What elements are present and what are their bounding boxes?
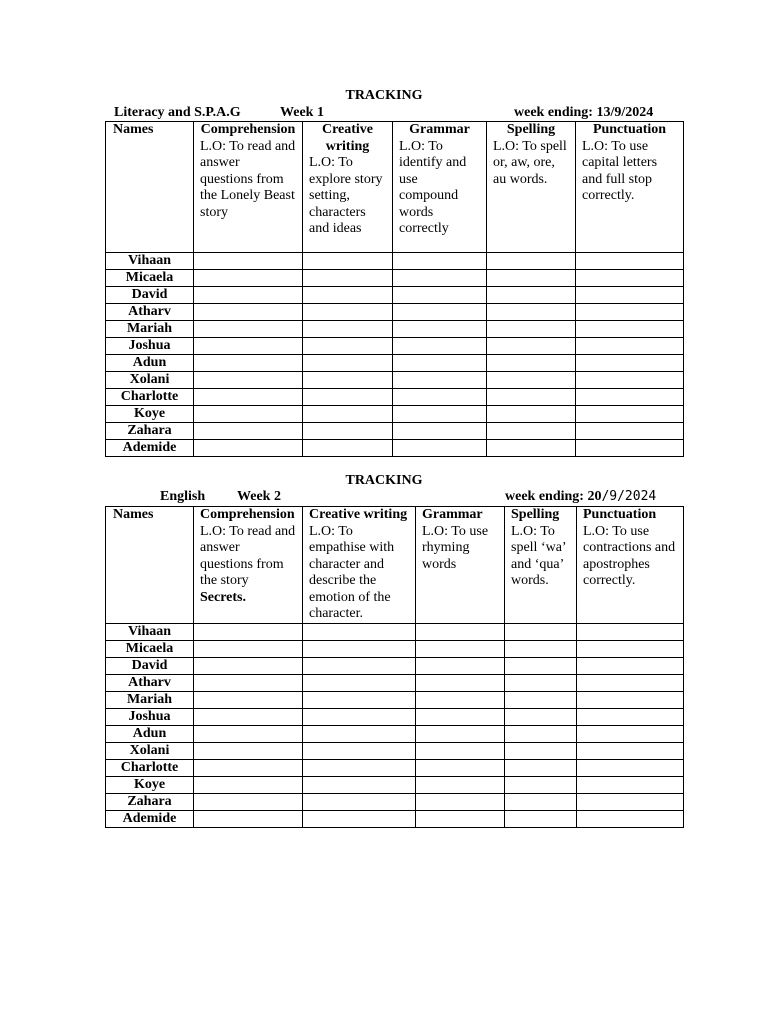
cell-spelling[interactable] — [487, 287, 576, 304]
cell-comprehension[interactable] — [194, 725, 303, 742]
student-name: Xolani — [106, 742, 194, 759]
cell-grammar[interactable] — [416, 759, 505, 776]
learning-objective: L.O: To empathise with character and describe the emotion of the character. — [309, 523, 395, 621]
cell-punctuation[interactable] — [576, 304, 684, 321]
cell-comprehension[interactable] — [194, 776, 303, 793]
cell-spelling[interactable] — [505, 759, 577, 776]
cell-creative-writing[interactable] — [303, 810, 416, 827]
table-row — [106, 321, 684, 338]
table-row — [106, 372, 684, 389]
cell-creative-writing[interactable] — [303, 406, 393, 423]
learning-objective: L.O: To use rhyming words — [422, 523, 489, 572]
cell-grammar[interactable] — [416, 793, 505, 810]
cell-comprehension[interactable] — [194, 759, 303, 776]
learning-objective: L.O: To identify and use compound words correctly — [399, 138, 467, 236]
column-header-spelling — [487, 122, 576, 253]
column-title: Comprehension — [200, 507, 295, 522]
cell-spelling[interactable] — [505, 810, 577, 827]
cell-creative-writing[interactable] — [303, 321, 393, 338]
student-name: Charlotte — [106, 759, 194, 776]
cell-spelling[interactable] — [505, 691, 577, 708]
week2-week-label: Week 2 — [237, 489, 281, 504]
table-row — [106, 287, 684, 304]
table-row — [106, 338, 684, 355]
student-name: Zahara — [106, 423, 194, 440]
cell-creative-writing[interactable] — [303, 270, 393, 287]
student-name: David — [106, 287, 194, 304]
student-name: Adun — [106, 355, 194, 372]
names-header: Names — [106, 507, 194, 624]
cell-spelling[interactable] — [505, 793, 577, 810]
cell-spelling[interactable] — [505, 725, 577, 742]
cell-punctuation[interactable] — [576, 321, 684, 338]
week1-title: TRACKING — [345, 88, 423, 103]
cell-spelling[interactable] — [505, 674, 577, 691]
cell-punctuation[interactable] — [577, 708, 684, 725]
cell-punctuation[interactable] — [576, 270, 684, 287]
cell-punctuation[interactable] — [576, 389, 684, 406]
column-header-creative-writing — [303, 122, 393, 253]
cell-comprehension[interactable] — [194, 270, 303, 287]
cell-spelling[interactable] — [487, 304, 576, 321]
week2-title: TRACKING — [345, 473, 423, 488]
cell-grammar[interactable] — [393, 270, 487, 287]
learning-objective — [200, 524, 296, 607]
table-row — [106, 708, 684, 725]
cell-grammar[interactable] — [416, 640, 505, 657]
cell-punctuation[interactable] — [577, 759, 684, 776]
learning-objective: L.O: To read and answer questions from the Lonely Beast story — [200, 138, 296, 220]
cell-creative-writing[interactable] — [303, 674, 416, 691]
cell-punctuation[interactable] — [577, 674, 684, 691]
story-title: Secrets. — [200, 589, 246, 605]
student-name: Koye — [106, 406, 194, 423]
cell-spelling[interactable] — [487, 355, 576, 372]
cell-comprehension[interactable] — [194, 253, 303, 270]
student-name: Mariah — [106, 321, 194, 338]
learning-objective: L.O: To use capital letters and full stop correctly. — [582, 138, 658, 203]
cell-creative-writing[interactable] — [303, 355, 393, 372]
cell-spelling[interactable] — [487, 270, 576, 287]
cell-comprehension[interactable] — [194, 623, 303, 640]
column-header-spelling — [505, 507, 577, 624]
cell-spelling[interactable] — [505, 640, 577, 657]
cell-creative-writing[interactable] — [303, 708, 416, 725]
cell-comprehension[interactable] — [194, 810, 303, 827]
cell-comprehension[interactable] — [194, 708, 303, 725]
cell-punctuation[interactable] — [577, 657, 684, 674]
cell-creative-writing[interactable] — [303, 338, 393, 355]
cell-grammar[interactable] — [393, 440, 487, 457]
table-row — [106, 253, 684, 270]
table-row — [106, 270, 684, 287]
names-header: Names — [106, 122, 194, 253]
student-name: Vihaan — [106, 253, 194, 270]
column-title: Comprehension — [200, 122, 296, 137]
student-name: Xolani — [106, 372, 194, 389]
cell-spelling[interactable] — [487, 389, 576, 406]
cell-creative-writing[interactable] — [303, 440, 393, 457]
column-title: Creative writing — [321, 122, 374, 154]
table-row — [106, 691, 684, 708]
week1-student-rows — [106, 253, 684, 457]
student-name: Micaela — [106, 640, 194, 657]
week1-tracking-table — [105, 121, 684, 457]
week1-week-label: Week 1 — [280, 105, 324, 120]
student-name: Joshua — [106, 708, 194, 725]
cell-creative-writing[interactable] — [303, 776, 416, 793]
cell-spelling[interactable] — [487, 338, 576, 355]
table-row — [106, 389, 684, 406]
cell-spelling[interactable] — [487, 440, 576, 457]
cell-punctuation[interactable] — [577, 776, 684, 793]
week1-week-ending: week ending: 13/9/2024 — [514, 105, 654, 120]
week1-header-row — [106, 122, 684, 253]
table-row — [106, 304, 684, 321]
cell-creative-writing[interactable] — [303, 691, 416, 708]
cell-comprehension[interactable] — [194, 423, 303, 440]
cell-grammar[interactable] — [393, 253, 487, 270]
cell-comprehension[interactable] — [194, 674, 303, 691]
student-name: Adun — [106, 725, 194, 742]
week2-subject: English — [160, 489, 206, 504]
cell-spelling[interactable] — [505, 742, 577, 759]
cell-creative-writing[interactable] — [303, 759, 416, 776]
table-row — [106, 725, 684, 742]
cell-grammar[interactable] — [416, 742, 505, 759]
learning-objective-text: L.O: To read and answer questions from the story — [200, 523, 296, 588]
cell-spelling[interactable] — [487, 423, 576, 440]
cell-grammar[interactable] — [416, 708, 505, 725]
cell-comprehension[interactable] — [194, 742, 303, 759]
cell-punctuation[interactable] — [577, 640, 684, 657]
column-title: Punctuation — [583, 507, 657, 522]
column-title: Creative writing — [309, 507, 408, 522]
cell-creative-writing[interactable] — [303, 423, 393, 440]
cell-grammar[interactable] — [416, 725, 505, 742]
cell-grammar[interactable] — [416, 674, 505, 691]
learning-objective: L.O: To spell or, aw, ore, au words. — [493, 138, 567, 187]
column-header-punctuation — [577, 507, 684, 624]
cell-comprehension[interactable] — [194, 304, 303, 321]
cell-comprehension[interactable] — [194, 657, 303, 674]
learning-objective: L.O: To explore story setting, characters and ideas — [309, 155, 383, 236]
cell-comprehension[interactable] — [194, 640, 303, 657]
cell-creative-writing[interactable] — [303, 304, 393, 321]
cell-grammar[interactable] — [393, 304, 487, 321]
student-name: Charlotte — [106, 389, 194, 406]
cell-grammar[interactable] — [393, 338, 487, 355]
week-ending-date: /9/2024 — [601, 489, 657, 504]
student-name: Ademide — [106, 440, 194, 457]
cell-comprehension[interactable] — [194, 287, 303, 304]
cell-grammar[interactable] — [393, 287, 487, 304]
cell-punctuation[interactable] — [576, 355, 684, 372]
cell-comprehension[interactable] — [194, 691, 303, 708]
cell-spelling[interactable] — [487, 406, 576, 423]
student-name: Zahara — [106, 793, 194, 810]
column-header-grammar — [393, 122, 487, 253]
cell-comprehension[interactable] — [194, 440, 303, 457]
student-name: Atharv — [106, 674, 194, 691]
week2-week-ending — [505, 489, 656, 505]
cell-grammar[interactable] — [393, 423, 487, 440]
cell-punctuation[interactable] — [576, 423, 684, 440]
cell-spelling[interactable] — [505, 708, 577, 725]
cell-creative-writing[interactable] — [303, 640, 416, 657]
cell-creative-writing[interactable] — [303, 657, 416, 674]
cell-punctuation[interactable] — [577, 725, 684, 742]
cell-punctuation[interactable] — [577, 691, 684, 708]
cell-punctuation[interactable] — [577, 742, 684, 759]
cell-comprehension[interactable] — [194, 355, 303, 372]
student-name: Vihaan — [106, 623, 194, 640]
column-header-grammar — [416, 507, 505, 624]
table-row — [106, 742, 684, 759]
cell-grammar[interactable] — [393, 389, 487, 406]
cell-comprehension[interactable] — [194, 793, 303, 810]
cell-punctuation[interactable] — [576, 406, 684, 423]
column-title: Spelling — [511, 507, 560, 522]
table-row — [106, 674, 684, 691]
cell-grammar[interactable] — [416, 810, 505, 827]
cell-spelling[interactable] — [487, 372, 576, 389]
cell-punctuation[interactable] — [577, 810, 684, 827]
table-row — [106, 657, 684, 674]
column-title: Punctuation — [592, 122, 667, 137]
column-title: Grammar — [409, 122, 470, 137]
week2-header-row — [106, 507, 684, 624]
week2-student-rows — [106, 623, 684, 827]
cell-punctuation[interactable] — [576, 372, 684, 389]
student-name: Micaela — [106, 270, 194, 287]
table-row — [106, 793, 684, 810]
column-title: Grammar — [422, 507, 483, 522]
cell-punctuation[interactable] — [577, 623, 684, 640]
cell-grammar[interactable] — [416, 657, 505, 674]
column-header-comprehension — [194, 122, 303, 253]
cell-spelling[interactable] — [505, 657, 577, 674]
student-name: David — [106, 657, 194, 674]
table-row — [106, 355, 684, 372]
cell-creative-writing[interactable] — [303, 742, 416, 759]
cell-punctuation[interactable] — [576, 287, 684, 304]
cell-grammar[interactable] — [393, 372, 487, 389]
cell-grammar[interactable] — [393, 321, 487, 338]
student-name: Joshua — [106, 338, 194, 355]
table-row — [106, 440, 684, 457]
table-row — [106, 640, 684, 657]
cell-spelling[interactable] — [487, 321, 576, 338]
cell-spelling[interactable] — [487, 253, 576, 270]
table-row — [106, 776, 684, 793]
student-name: Atharv — [106, 304, 194, 321]
learning-objective: L.O: To use contractions and apostrophes correctly. — [583, 523, 676, 588]
cell-creative-writing[interactable] — [303, 725, 416, 742]
student-name: Koye — [106, 776, 194, 793]
cell-comprehension[interactable] — [194, 406, 303, 423]
cell-comprehension[interactable] — [194, 372, 303, 389]
column-header-comprehension — [194, 507, 303, 624]
column-header-creative-writing — [303, 507, 416, 624]
cell-grammar[interactable] — [393, 355, 487, 372]
student-name: Mariah — [106, 691, 194, 708]
cell-creative-writing[interactable] — [303, 793, 416, 810]
student-name: Ademide — [106, 810, 194, 827]
cell-grammar[interactable] — [393, 406, 487, 423]
table-row — [106, 623, 684, 640]
cell-punctuation[interactable] — [576, 338, 684, 355]
cell-creative-writing[interactable] — [303, 253, 393, 270]
cell-spelling[interactable] — [505, 776, 577, 793]
cell-comprehension[interactable] — [194, 338, 303, 355]
table-row — [106, 406, 684, 423]
cell-grammar[interactable] — [416, 691, 505, 708]
cell-punctuation[interactable] — [576, 253, 684, 270]
week1-subject: Literacy and S.P.A.G — [114, 105, 241, 120]
table-row — [106, 423, 684, 440]
week-ending-prefix: week ending: 20 — [505, 489, 602, 504]
column-title: Spelling — [506, 122, 556, 137]
column-header-punctuation — [576, 122, 684, 253]
cell-creative-writing[interactable] — [303, 287, 393, 304]
learning-objective: L.O: To spell ‘wa’ and ‘qua’ words. — [511, 523, 566, 588]
table-row — [106, 759, 684, 776]
cell-grammar[interactable] — [416, 776, 505, 793]
cell-grammar[interactable] — [416, 623, 505, 640]
cell-punctuation[interactable] — [577, 793, 684, 810]
cell-comprehension[interactable] — [194, 321, 303, 338]
cell-creative-writing[interactable] — [303, 623, 416, 640]
cell-creative-writing[interactable] — [303, 389, 393, 406]
cell-spelling[interactable] — [505, 623, 577, 640]
cell-creative-writing[interactable] — [303, 372, 393, 389]
cell-punctuation[interactable] — [576, 440, 684, 457]
cell-comprehension[interactable] — [194, 389, 303, 406]
table-row — [106, 810, 684, 827]
week2-tracking-table — [105, 506, 684, 828]
